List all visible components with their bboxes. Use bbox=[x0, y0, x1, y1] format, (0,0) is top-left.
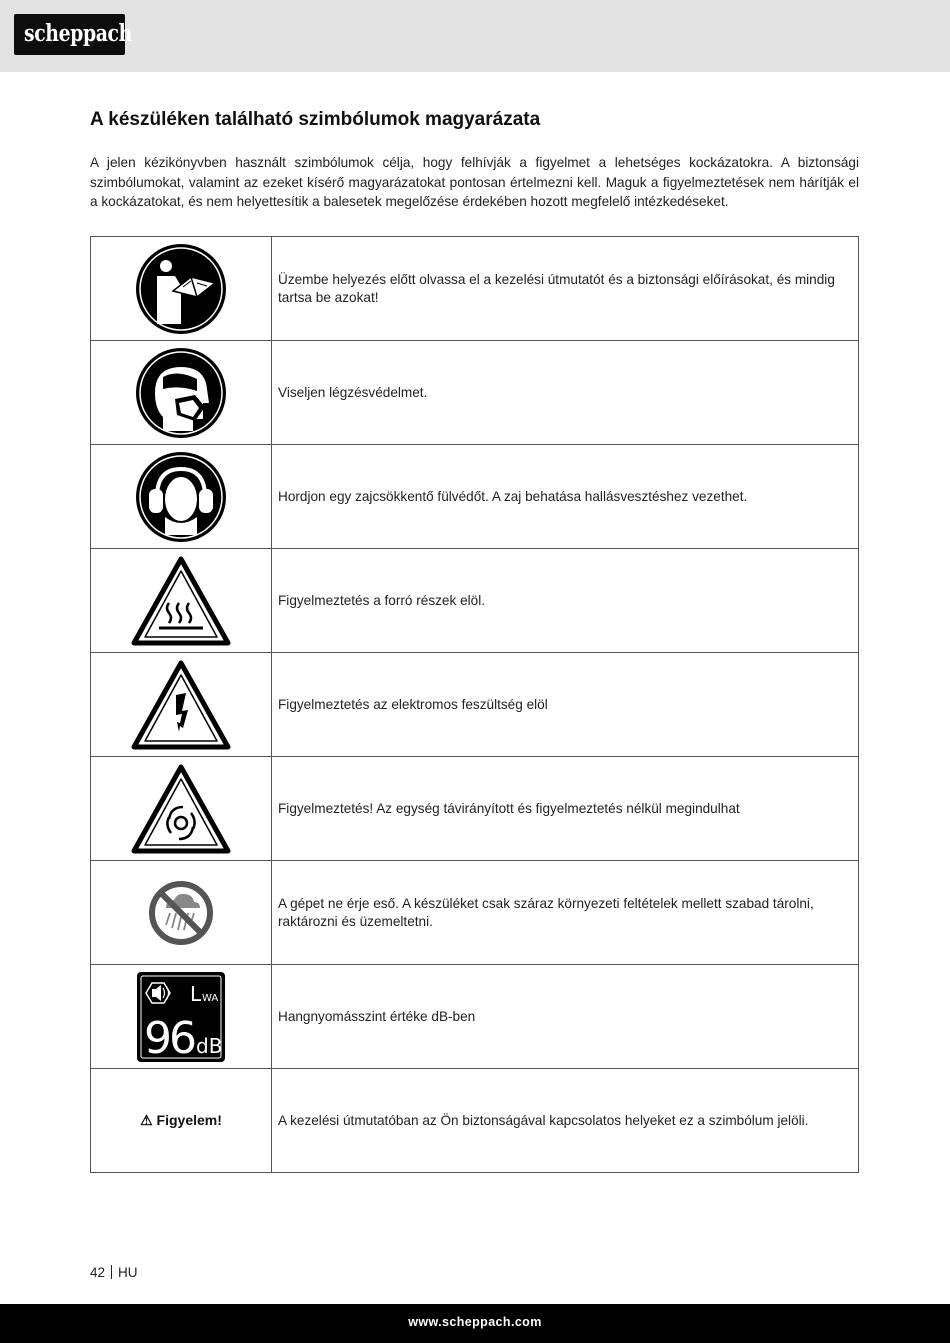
icon-cell bbox=[91, 237, 272, 341]
sound-value: 96 bbox=[144, 1012, 194, 1063]
icon-cell bbox=[91, 653, 272, 757]
icon-cell bbox=[91, 757, 272, 861]
electric-voltage-warning-icon bbox=[131, 659, 231, 751]
sound-unit: dB bbox=[196, 1033, 223, 1058]
symbols-table bbox=[90, 236, 859, 1173]
page-footer bbox=[0, 1304, 950, 1343]
page-header bbox=[0, 0, 950, 72]
icon-cell bbox=[91, 965, 272, 1069]
automatic-start-warning-icon bbox=[131, 763, 231, 855]
attention-cell bbox=[91, 1069, 272, 1173]
page-number bbox=[90, 1265, 138, 1280]
symbol-description: Hangnyomásszint értéke dB-ben bbox=[272, 965, 859, 1069]
symbol-description: Figyelmeztetés a forró részek elöl. bbox=[272, 549, 859, 653]
sound-power-level-icon bbox=[136, 971, 226, 1063]
table-row bbox=[91, 965, 859, 1069]
scheppach-logo bbox=[14, 14, 132, 55]
attention-label: ⚠ Figyelem! bbox=[140, 1111, 222, 1128]
symbol-description: A gépet ne érje eső. A készüléket csak száraz környezeti feltételek mellett szabad tárolni, raktározni és üzemeltetni. bbox=[272, 861, 859, 965]
table-row bbox=[91, 445, 859, 549]
symbol-description: A kezelési útmutatóban az Ön biztonságával kapcsolatos helyeket ez a szimbólum jelöli. bbox=[272, 1069, 859, 1173]
no-rain-icon bbox=[148, 880, 214, 946]
table-row bbox=[91, 237, 859, 341]
page-number-separator bbox=[111, 1265, 112, 1279]
icon-cell bbox=[91, 445, 272, 549]
table-row bbox=[91, 1069, 859, 1173]
lwa-subscript: WA bbox=[202, 992, 219, 1004]
symbol-description: Figyelmeztetés! Az egység távirányított és figyelmeztetés nélkül megindulhat bbox=[272, 757, 859, 861]
symbol-description: Hordjon egy zajcsökkentő fülvédőt. A zaj behatása hallásvesztéshez vezethet. bbox=[272, 445, 859, 549]
read-manual-icon bbox=[135, 243, 227, 335]
table-row bbox=[91, 757, 859, 861]
symbol-description: Figyelmeztetés az elektromos feszültség elöl bbox=[272, 653, 859, 757]
respirator-icon bbox=[135, 347, 227, 439]
logo-text: scheppach bbox=[23, 20, 132, 47]
hot-surface-warning-icon bbox=[131, 555, 231, 647]
section-title: A készüléken található szimbólumok magyarázata bbox=[90, 109, 541, 130]
page-number-value: 42 bbox=[90, 1265, 106, 1280]
website-link[interactable]: www.scheppach.com bbox=[408, 1315, 542, 1329]
table-row bbox=[91, 341, 859, 445]
lwa-label: L bbox=[190, 981, 202, 1006]
icon-cell bbox=[91, 549, 272, 653]
table-row bbox=[91, 549, 859, 653]
table-row bbox=[91, 861, 859, 965]
table-row bbox=[91, 653, 859, 757]
icon-cell bbox=[91, 861, 272, 965]
symbol-description: Viseljen légzésvédelmet. bbox=[272, 341, 859, 445]
intro-paragraph: A jelen kézikönyvben használt szimbólumok célja, hogy felhívják a figyelmet a lehetséges kockázatokra. A biztonsági szimbólumokat, valamint az ezeket kísérő magyarázatokat pontosan értelmezni kell. Maguk a figyelmeztetések nem hárítják el a kockázatokat, és nem helyettesítik a balesetek megelőzése érdekében hozott megfelelő intézkedéseket. bbox=[90, 155, 859, 209]
icon-cell bbox=[91, 341, 272, 445]
language-code: HU bbox=[118, 1265, 138, 1280]
ear-protection-icon bbox=[135, 451, 227, 543]
symbol-description: Üzembe helyezés előtt olvassa el a kezelési útmutatót és a biztonsági előírásokat, és mindig tartsa be azokat! bbox=[272, 237, 859, 341]
